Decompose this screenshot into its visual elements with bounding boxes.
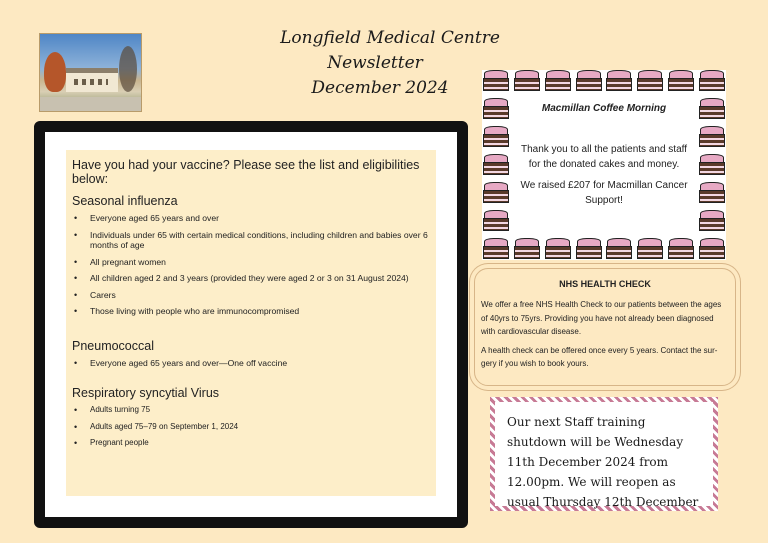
- cake-slice-icon: [575, 238, 603, 260]
- rsv-list: [72, 405, 430, 449]
- list-item: • All pregnant women: [72, 257, 430, 268]
- cake-slice-icon: [605, 70, 633, 92]
- cake-slice-icon: [667, 70, 695, 92]
- practice-painting: [39, 33, 142, 112]
- cake-slice-icon: [482, 154, 510, 176]
- cake-slice-icon: [482, 126, 510, 148]
- nhs-title: NHS HEALTH CHECK: [559, 279, 651, 289]
- cake-slice-icon: [544, 238, 572, 260]
- coffee-thanks: Thank you to all the patients and staff for the donated cakes and money.: [520, 144, 688, 170]
- coffee-raised: We raised £207 for Macmillan Cancer Support!: [520, 180, 688, 206]
- cake-slice-icon: [698, 182, 726, 204]
- section-title-pneumococcal: Pneumococcal: [72, 338, 154, 353]
- cake-slice-icon: [575, 70, 603, 92]
- staff-training-text: Our next Staff training shutdown will be Wednesday 11th December 2024 from 12.00pm. We will reopen as usual Thursday 12th December: [507, 415, 699, 509]
- cake-slice-icon: [636, 70, 664, 92]
- vaccine-heading: Have you had your vaccine? Please see the list and eligibilities below:: [72, 158, 420, 186]
- cake-slice-icon: [513, 238, 541, 260]
- cake-slice-icon: [513, 70, 541, 92]
- cake-slice-icon: [698, 126, 726, 148]
- pneumococcal-list: [72, 358, 430, 369]
- coffee-morning-notice: [514, 103, 694, 214]
- title-line-2: Newsletter: [327, 53, 423, 73]
- cake-slice-icon: [698, 154, 726, 176]
- vaccine-panel: [66, 150, 436, 496]
- cake-slice-icon: [667, 238, 695, 260]
- newsletter-title: [270, 26, 510, 101]
- tree-shape: [119, 46, 137, 92]
- title-line-3: December 2024: [311, 78, 449, 98]
- cake-slice-icon: [544, 70, 572, 92]
- section-title-rsv: Respiratory syncytial Virus: [72, 386, 220, 400]
- list-item: • Everyone aged 65 years and over: [72, 213, 430, 224]
- title-line-1: Longfield Medical Centre: [280, 28, 500, 48]
- cake-slice-icon: [482, 70, 510, 92]
- cake-slice-icon: [482, 238, 510, 260]
- cake-slice-icon: [698, 98, 726, 120]
- nhs-paragraph-1: We offer a free NHS Health Check to our patients between the ages of 40yrs to 75yrs. Providing you have not already been diagnosed with cardiovascular disease.: [481, 300, 722, 336]
- cake-slice-icon: [698, 210, 726, 232]
- cake-slice-icon: [482, 98, 510, 120]
- cake-slice-icon: [482, 210, 510, 232]
- building-shape: [66, 68, 118, 92]
- cake-slice-icon: [636, 238, 664, 260]
- list-item: • Adults aged 75–79 on September 1, 2024: [72, 422, 430, 433]
- tree-shape: [44, 52, 66, 92]
- list-item: • Everyone aged 65 years and over—One off vaccine: [72, 358, 430, 369]
- list-item: • Adults turning 75: [72, 405, 430, 416]
- list-item: • Those living with people who are immunocompromised: [72, 306, 430, 317]
- cake-slice-icon: [605, 238, 633, 260]
- coffee-title: Macmillan Coffee Morning: [541, 103, 667, 114]
- road-shape: [40, 97, 141, 111]
- nhs-health-check-panel: [474, 268, 736, 386]
- list-item: • Carers: [72, 290, 430, 301]
- list-item: • Individuals under 65 with certain medical conditions, including children and babies over 6 months of age: [72, 230, 430, 251]
- cake-slice-icon: [698, 238, 726, 260]
- cake-slice-icon: [698, 70, 726, 92]
- influenza-list: [72, 213, 430, 317]
- list-item: • Pregnant people: [72, 438, 430, 449]
- cake-slice-icon: [482, 182, 510, 204]
- nhs-paragraph-2: A health check can be offered once every 5 years. Contact the sur-gery if you wish to book yours.: [481, 345, 718, 368]
- list-item: • All children aged 2 and 3 years (provided they were aged 2 or 3 on 31 August 2024): [72, 273, 430, 284]
- section-title-influenza: Seasonal influenza: [72, 194, 178, 208]
- staff-training-notice: [490, 397, 718, 511]
